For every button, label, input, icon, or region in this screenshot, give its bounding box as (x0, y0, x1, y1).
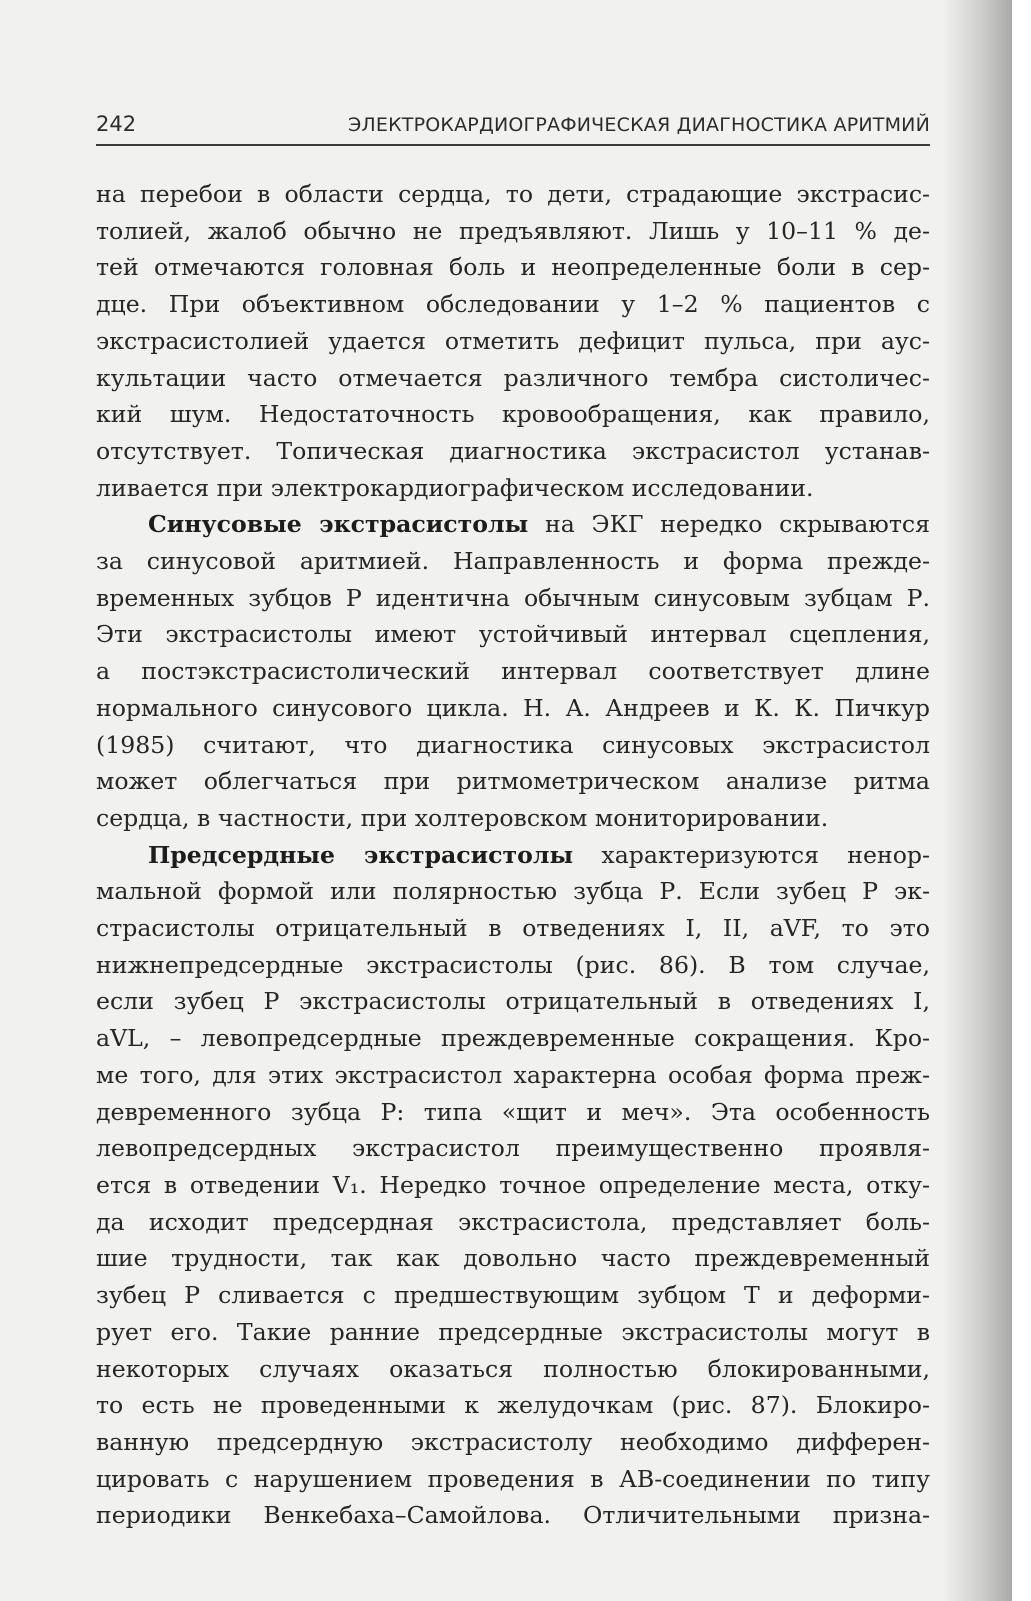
page-number: 242 (96, 112, 137, 136)
body-text (96, 176, 930, 1534)
text-line: кий шум. Недостаточность кровообращения, как правило, (96, 400, 930, 429)
text-line: дце. При объективном обследовании у 1–2 % пациентов с (96, 290, 930, 319)
text-line: левопредсердных экстрасистол преимущественно проявля- (96, 1134, 930, 1163)
text-line: тей отмечаются головная боль и неопределенные боли в сер- (96, 253, 930, 282)
text-line: цировать с нарушением проведения в АВ-соединении по типу (96, 1464, 930, 1493)
text-line: толией, жалоб обычно не предъявляют. Лишь у 10–11 % де- (96, 216, 930, 245)
text-line: на перебои в области сердца, то дети, страдающие экстрасис- (96, 180, 930, 208)
text-line: ванную предсердную экстрасистолу необходимо дифферен- (96, 1427, 930, 1456)
page-header (96, 110, 930, 146)
text-line: страсистолы отрицательный в отведениях I, II, aVF, то это (96, 914, 930, 943)
text-line: Предсердные экстрасистолы характеризуются ненор- (148, 840, 930, 869)
text-line: рует его. Такие ранние предсердные экстрасистолы могут в (96, 1317, 930, 1346)
text-line: девременного зубца Р: типа «щит и меч». Эта особенность (96, 1097, 930, 1126)
page-edge-shadow (942, 0, 1012, 1601)
text-line: за синусовой аритмией. Направленность и форма прежде- (96, 547, 930, 576)
text-line: если зубец Р экстрасистолы отрицательный в отведениях I, (96, 987, 930, 1016)
term-atrial-extrasystoles: Предсердные экстрасистолы (148, 840, 574, 869)
text-line: может облегчаться при ритмометрическом анализе ритма (96, 767, 930, 796)
text-line: ме того, для этих экстрасистол характерна особая форма преж- (96, 1060, 930, 1089)
paragraph-intro (96, 176, 930, 506)
text-line: зубец Р сливается с предшествующим зубцом Т и деформи- (96, 1281, 930, 1310)
running-title: ЭЛЕКТРОКАРДИОГРАФИЧЕСКАЯ ДИАГНОСТИКА АРИТМИЙ (347, 114, 930, 136)
paragraph-sinus-extrasystoles (96, 506, 930, 836)
text-line: ется в отведении V₁. Нередко точное определение места, отку- (96, 1170, 930, 1199)
text-line: да исходит предсердная экстрасистола, представляет боль- (96, 1207, 930, 1236)
text-line: экстрасистолией удается отметить дефицит пульса, при аус- (96, 326, 930, 355)
paragraph-atrial-extrasystoles (96, 837, 930, 1534)
text-line: Эти экстрасистолы имеют устойчивый интервал сцепления, (96, 620, 930, 649)
text-line: нижнепредсердные экстрасистолы (рис. 86). В том случае, (96, 950, 930, 979)
text-line: (1985) считают, что диагностика синусовых экстрасистол (96, 730, 930, 759)
text-line: ливается при электрокардиографическом исследовании. (96, 473, 814, 502)
text-line: шие трудности, так как довольно часто преждевременный (96, 1244, 930, 1273)
text-line: нормального синусового цикла. Н. А. Андреев и К. К. Пичкур (96, 693, 930, 722)
text-line: временных зубцов Р идентична обычным синусовым зубцам Р. (96, 583, 930, 612)
text-line: некоторых случаях оказаться полностью блокированными, (96, 1354, 930, 1383)
text-line: культации часто отмечается различного тембра систоличес- (96, 363, 930, 392)
text-line: а постэкстрасистолический интервал соответствует длине (96, 657, 930, 686)
term-sinus-extrasystoles: Синусовые экстрасистолы (148, 510, 529, 539)
text-line: отсутствует. Топическая диагностика экстрасистол устанав- (96, 436, 930, 465)
text-line: Синусовые экстрасистолы на ЭКГ нередко скрываются (148, 510, 930, 539)
text-line: мальной формой или полярностью зубца Р. Если зубец Р эк- (96, 877, 930, 906)
text-line: то есть не проведенными к желудочкам (рис. 87). Блокиро- (96, 1391, 930, 1420)
text-line: aVL, – левопредсердные преждевременные сокращения. Кро- (96, 1024, 930, 1053)
text-line: сердца, в частности, при холтеровском мониторировании. (96, 803, 829, 832)
text-line: периодики Венкебаха–Самойлова. Отличительными призна- (96, 1501, 930, 1530)
